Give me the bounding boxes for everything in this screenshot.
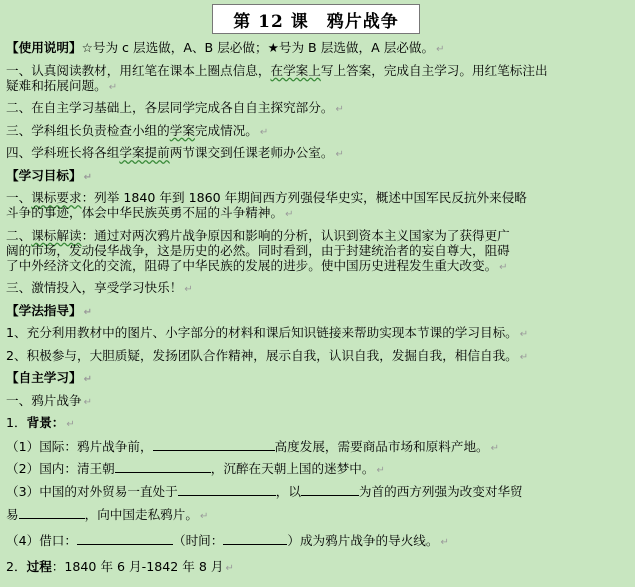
answer-blank[interactable]: [19, 506, 85, 519]
return-mark: ↵: [225, 562, 234, 574]
text: 过程: [26, 558, 52, 574]
methods-line-1: [6, 325, 632, 348]
text: 课标要求: [31, 190, 82, 205]
usage-heading: 【使用说明】: [6, 40, 82, 55]
text: （4）借口：: [6, 533, 77, 548]
return-mark: ↵: [83, 171, 92, 183]
text: 学案: [169, 122, 195, 138]
text: 一、认真阅读教材，用红笔在课本上圈点信息，: [6, 62, 271, 78]
usage-header-line: [6, 40, 632, 63]
goals-line-1-cont: [6, 205, 632, 228]
text: 课标解读: [31, 227, 82, 243]
answer-blank[interactable]: [223, 532, 287, 545]
self-study-heading: [6, 370, 632, 393]
text: 背景：: [26, 415, 65, 430]
goals-line-1: [6, 190, 632, 205]
text: 二、: [6, 227, 32, 243]
text: ，向中国走私鸦片。: [84, 506, 198, 522]
text: ：通过对两次鸦片战争原因和影响的分析，认识到资本主义国家为了获得更广: [81, 227, 510, 243]
goals-line-2-cont: [6, 243, 632, 258]
text: 一、鸦片战争: [6, 392, 82, 408]
answer-blank[interactable]: [153, 438, 275, 451]
self-line-3: [6, 438, 632, 461]
return-mark: ↵: [376, 465, 385, 476]
goals-line-2: [6, 228, 632, 243]
text: 1．: [6, 415, 27, 430]
text: （3）中国的对外贸易一直处于: [6, 483, 178, 499]
return-mark: ↵: [66, 419, 75, 430]
text: 学案提前: [119, 145, 170, 160]
text: 高度发展，需要商品市场和原料产地。: [274, 438, 489, 454]
return-mark: ↵: [335, 104, 344, 115]
return-mark: ↵: [108, 81, 118, 93]
text: 易: [6, 506, 19, 522]
answer-blank[interactable]: [301, 483, 359, 496]
self-line-7: [6, 532, 632, 555]
text: ：1840 年 6 月-1842 年 8 月: [51, 558, 224, 574]
return-mark: ↵: [199, 510, 209, 522]
return-mark: ↵: [259, 126, 269, 138]
text: 【学法指导】: [6, 302, 82, 318]
methods-heading: [6, 303, 632, 326]
self-line-4: [6, 460, 632, 483]
text: 【学习目标】: [6, 167, 82, 183]
text: 【自主学习】: [6, 370, 82, 385]
text: 一、: [6, 190, 32, 205]
answer-blank[interactable]: [77, 532, 173, 545]
answer-blank[interactable]: [115, 460, 211, 473]
text: 三、学科组长负责检查小组的: [6, 122, 170, 138]
usage-legend: ☆号为 c 层选做，A、B 层必做；★号为 B 层选做，A 层必做。: [81, 40, 435, 55]
usage-line-1-cont: [6, 78, 632, 101]
usage-line-4: [6, 145, 632, 168]
goals-line-3: [6, 280, 632, 303]
return-mark: ↵: [490, 442, 500, 454]
text: 2．: [6, 558, 27, 574]
return-mark: ↵: [83, 306, 92, 318]
text: 斗争的事迹，体会中华民族英勇不屈的斗争精神。: [6, 205, 284, 220]
text: 在学案上: [270, 62, 321, 78]
self-line-8: [6, 559, 632, 582]
text: ：列举 1840 年到 1860 年期间西方列强侵华史实，概述中国军民反抗外来侵略: [81, 190, 527, 205]
return-mark: ↵: [436, 44, 445, 55]
usage-line-1: [6, 63, 632, 78]
text: 2、积极参与，大胆质疑，发扬团队合作精神，展示自我，认识自我，发掘自我，相信自我。: [6, 347, 518, 363]
return-mark: ↵: [285, 209, 294, 220]
text: ，以: [275, 483, 301, 499]
return-mark: ↵: [83, 396, 92, 408]
self-line-6: [6, 506, 632, 529]
text: （时间：: [172, 533, 224, 548]
text: 疑难和拓展问题。: [6, 77, 107, 93]
text: ）成为鸦片战争的导火线。: [287, 533, 439, 548]
text: 1、充分利用教材中的图片、小字部分的材料和课后知识链接来帮助实现本节课的学习目标。: [6, 325, 518, 340]
text: 两节课交到任课老师办公室。: [169, 145, 334, 160]
text: 完成情况。: [194, 122, 258, 138]
text: 二、在自主学习基础上，各层同学完成各自自主探究部分。: [6, 100, 334, 115]
return-mark: ↵: [335, 149, 344, 160]
text: （1）国际：鸦片战争前，: [6, 438, 153, 454]
return-mark: ↵: [499, 261, 508, 273]
return-mark: ↵: [519, 351, 529, 363]
goals-line-2-cont2: [6, 258, 632, 281]
text: 写上答案，完成自主学习。用红笔标注出: [320, 62, 548, 78]
return-mark: ↵: [440, 537, 449, 548]
text: 四、学科班长将各组: [6, 145, 120, 160]
text: 为首的西方列强为改变对华贸: [358, 483, 523, 499]
text: （2）国内：清王朝: [6, 461, 115, 476]
usage-line-3: [6, 123, 632, 146]
answer-blank[interactable]: [178, 483, 276, 496]
methods-line-2: [6, 348, 632, 371]
lesson-title: 第 12 课 鸦片战争: [212, 4, 420, 34]
self-line-5: [6, 483, 632, 498]
text: 三、激情投入，享受学习快乐！: [6, 280, 183, 295]
document-body: [6, 40, 632, 581]
goals-heading: [6, 168, 632, 191]
return-mark: ↵: [519, 329, 529, 340]
self-line-2: [6, 415, 632, 438]
text: 了中外经济文化的交流，阻碍了中华民族的发展的进步。使中国历史进程发生重大改变。: [6, 257, 498, 273]
return-mark: ↵: [184, 284, 193, 295]
text: 阔的市场，发动侵华战争，这是历史的必然。同时看到，由于封建统治者的妄自尊大，阻碍: [6, 242, 510, 258]
text: ，沉醉在天朝上国的迷梦中。: [210, 461, 375, 476]
usage-line-2: [6, 100, 632, 123]
return-mark: ↵: [83, 374, 92, 385]
self-line-1: [6, 393, 632, 416]
